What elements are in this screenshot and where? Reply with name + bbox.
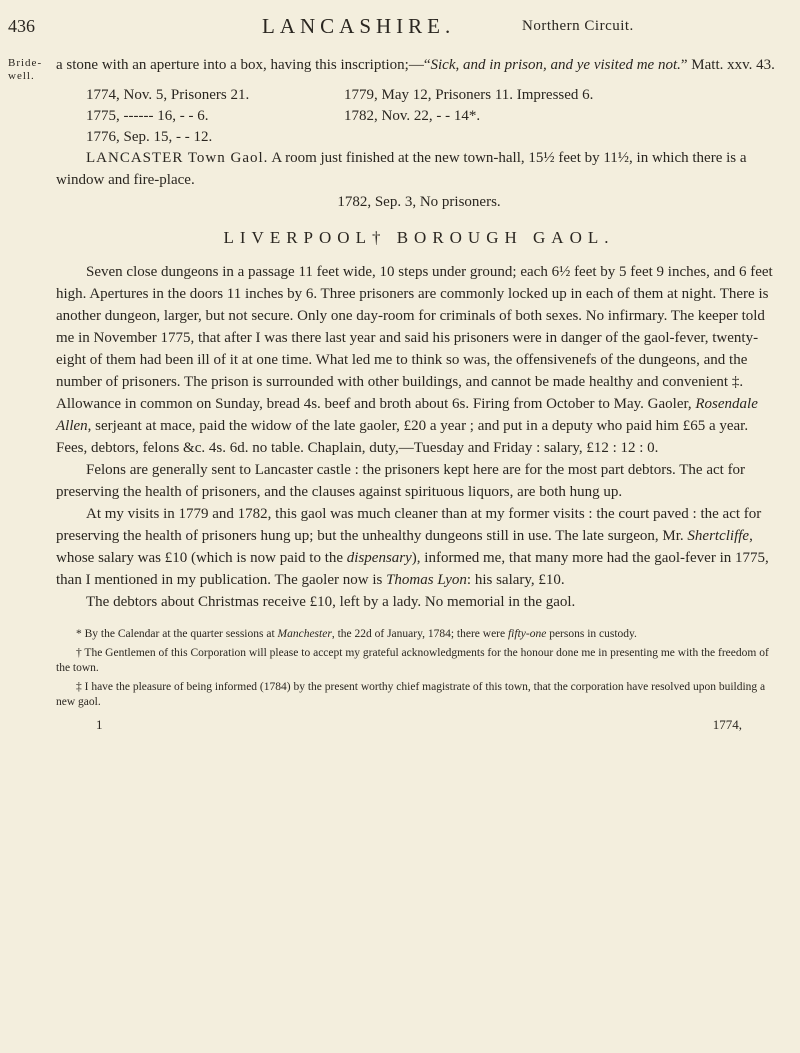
running-title: LANCASHIRE. (262, 14, 456, 38)
footnote: † The Gentlemen of this Corporation will please to accept my grateful acknowledgments for the honour done me in presenting me with the freedom of the town. (56, 647, 769, 674)
entry: 1782, Nov. 22, - - 14*. (344, 108, 481, 124)
liverpool-paragraph: The debtors about Christmas receive £10, left by a lady. No memorial in the gaol. (86, 594, 576, 610)
entry: 1774, Nov. 5, Prisoners 21. (86, 87, 250, 103)
entry: 1779, May 12, Prisoners 11. Impressed 6. (344, 87, 594, 103)
margin-note (8, 57, 42, 83)
catchword: 1774, (712, 717, 742, 732)
liverpool-paragraph: Seven close dungeons in a passage 11 feet wide, 10 steps under ground; each 6½ feet by 5 feet 9 inches, and 6 feet high. Apertures in the doors 11 inches by 6. Three prisoners are commonly locked up in each of them at night. There is another dungeon, larger, but not secure. Only one day-room for criminals of both sexes. No infirmary. The keeper told me in November 1775, that after I was there last year and said his prisoners were in danger of the gaol-fever, twenty-eight of them had been ill of it at one time. What led me to think so was, the offensivenefs of the dungeons, and the number of prisoners. The prison is surrounded with other buildings, and cannot be made healthy and convenient ‡. Allowance in common on Sunday, bread 4s. beef and broth about 6s. Firing from October to May. Gaoler, Rosendale Allen, serjeant at mace, paid the widow of the late gaoler, £20 a year ; and put in a deputy who paid him £65 a year. Fees, debtors, felons &c. 4s. 6d. no table. Chaplain, duty,—Tuesday and Friday : salary, £12 : 12 : 0. (56, 264, 773, 456)
margin-note-line: Bride- (8, 57, 43, 69)
entry: 1775, ------ 16, - - 6. (86, 108, 209, 124)
footnotes (56, 627, 782, 710)
page-body (56, 54, 782, 736)
footnote: ‡ I have the pleasure of being informed (1784) by the present worthy chief magistrate of this town, that the corporation have resolved upon building a new gaol. (56, 681, 766, 708)
liverpool-paragraph: At my visits in 1779 and 1782, this gaol was much cleaner than at my former visits : the court paved : the act for preserving the health of prisoners hung up; but the unhealthy dungeons still in use. The late surgeon, Mr. Shertcliffe, whose salary was £10 (which is now paid to the dispensary), informed me, that many more had the gaol-fever in 1775, than I mentioned in my publication. The gaoler now is Thomas Lyon: his salary, £10. (56, 506, 769, 588)
lancaster-title: LANCASTER Town Gaol. (86, 150, 269, 166)
bridewell-entries (86, 84, 782, 147)
running-header (0, 14, 800, 40)
bridewell-text: a stone with an aperture into a box, having this inscription;—“Sick, and in prison, and ye visited me not.” Matt. xxv. 43. (56, 57, 775, 73)
lancaster-visit: 1782, Sep. 3, No prisoners. (337, 194, 501, 210)
circuit-label: Northern Circuit. (522, 18, 634, 34)
signature-mark: 1 (96, 717, 103, 732)
margin-note-line: well. (8, 70, 35, 82)
page-footer (56, 714, 782, 736)
liverpool-heading: LIVERPOOL† BOROUGH GAOL. (223, 228, 615, 247)
page-number: 436 (8, 16, 35, 36)
entry: 1776, Sep. 15, - - 12. (86, 129, 213, 145)
liverpool-paragraph: Felons are generally sent to Lancaster castle : the prisoners kept here are for the most part debtors. The act for preserving the health of prisoners, and the clauses against spirituous liquors, are both hung up. (56, 462, 746, 500)
lancaster-section: LANCASTER Town Gaol. A room just finished at the new town-hall, 15½ feet by 11½, in which there is a window and fire-place. (56, 150, 747, 188)
footnote: * By the Calendar at the quarter sessions at Manchester, the 22d of January, 1784; there were fifty-one persons in custody. (76, 628, 637, 640)
